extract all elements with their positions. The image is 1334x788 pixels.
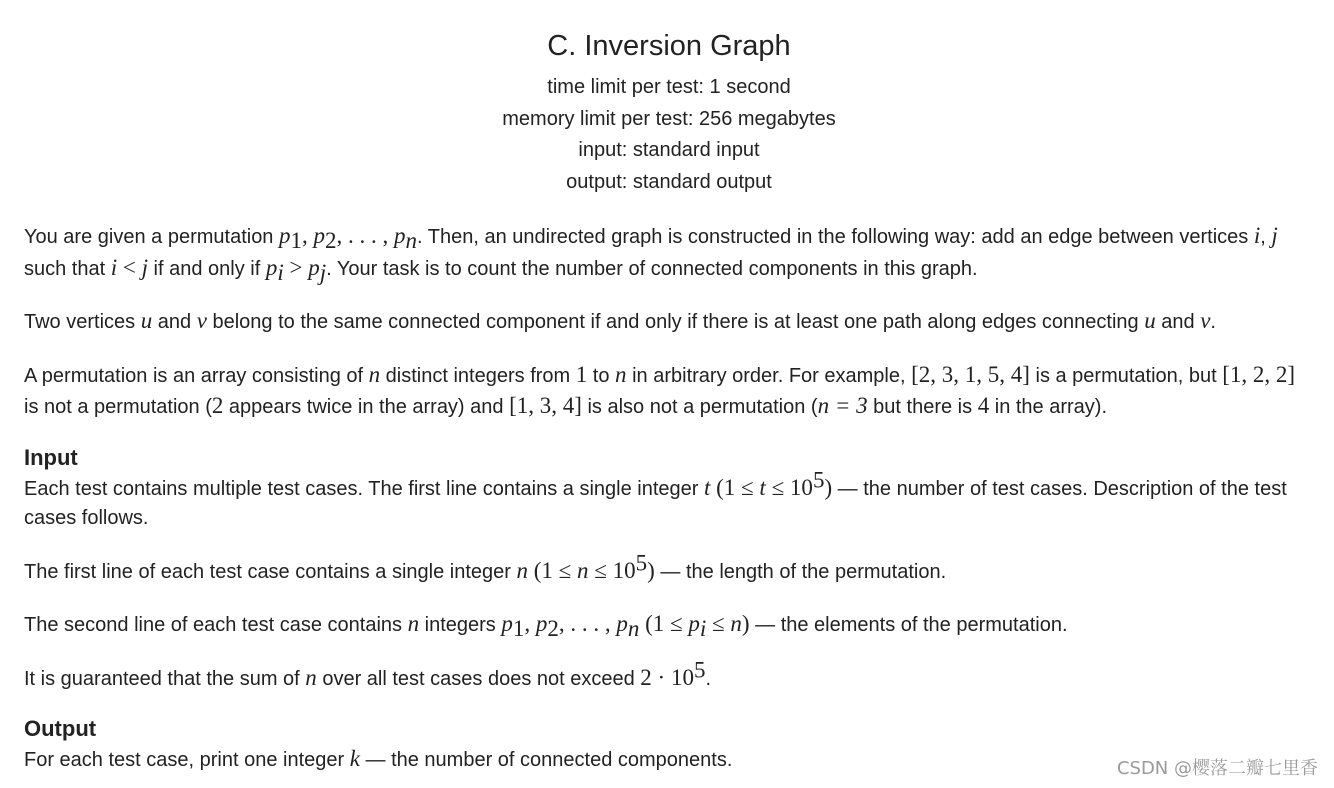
statement-paragraph-2: Two vertices u and v belong to the same connected component if and only if there is at least one path along edges connecting u and v. — [24, 308, 1216, 334]
problem-title: C. Inversion Graph — [547, 30, 791, 62]
legend — [24, 221, 1314, 423]
problem-page — [24, 0, 1314, 776]
input-paragraph-2: The first line of each test case contains a single integer n $(1 \le n \le 10^5)$ — the length of the permutation. — [24, 550, 947, 583]
input-paragraph-4: It is guaranteed that the sum of n over all test cases does not exceed $2 \cdot 10^5$. — [24, 657, 712, 690]
statement-paragraph-3: A permutation is an array consisting of n distinct integers from 1 to n in arbitrary order. For example, [2, 3, 1, 5, 4] is a permutation, but [1, 2, 2] is not a permutation (2 appears twice in the array) and [1, 3, 4] is also not a permutation (n = 3 but there is 4 in the array). — [24, 361, 1296, 419]
statement-paragraph-1: You are given a permutation $p_1$, $p_2$, . . . , $p_n$. Then, an undirected graph is constructed in the following way: add an edge between vertices i, j such that i < j if and only if $p_i > p_j$. Your task is to count the number of connected components in this graph. — [24, 223, 1278, 285]
input-paragraph-3: The second line of each test case contains n integers $p_1$, $p_2$, . . . , $p_n$ $(1 \le p_i \le n)$ — the elements of the permutation. — [24, 611, 1068, 642]
input-spec: input: standard input — [578, 139, 760, 162]
input-heading: Input — [24, 444, 78, 470]
limits-block — [24, 72, 1314, 198]
output-paragraph-1: For each test case, print one integer k — the number of connected components. — [24, 746, 733, 772]
input-specification — [24, 443, 1314, 695]
output-heading: Output — [24, 716, 97, 742]
problem-header — [24, 28, 1314, 198]
csdn-watermark: CSDN @樱落二瓣七里香 — [1116, 758, 1318, 779]
time-limit: time limit per test: 1 second — [547, 76, 791, 98]
output-spec: output: standard output — [566, 170, 772, 193]
input-paragraph-1: Each test contains multiple test cases. The first line contains a single integer t $(1 \le t \le 10^5)$ — the number of test cases. Description of the test cases follows. — [24, 467, 1287, 530]
memory-limit: memory limit per test: 256 megabytes — [502, 107, 836, 130]
